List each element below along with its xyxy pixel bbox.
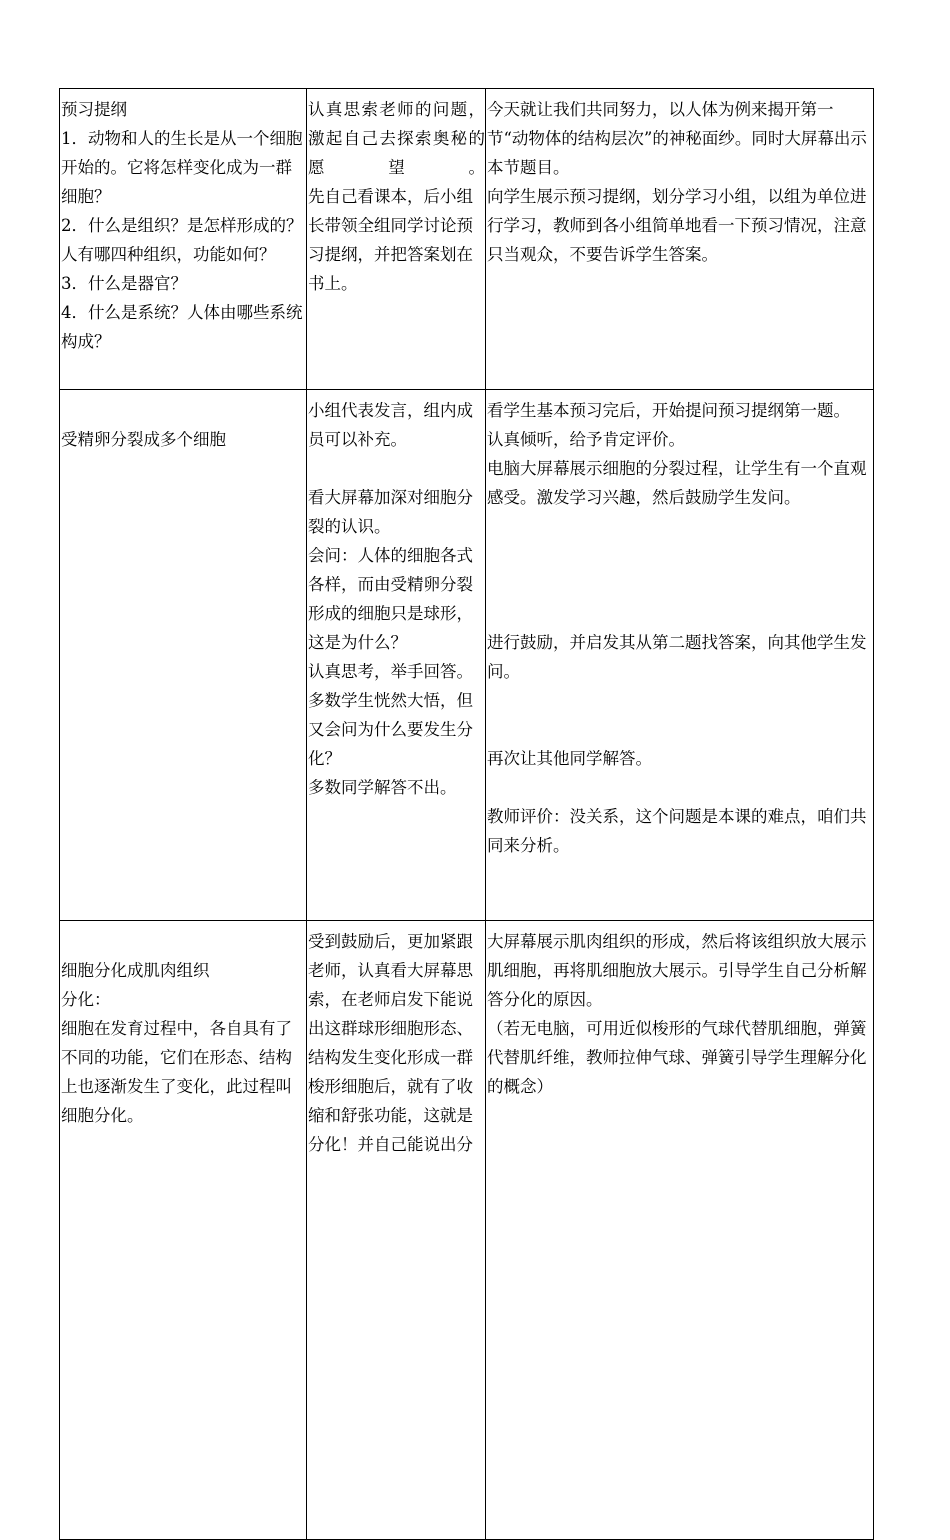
student-activity-text: 会问：人体的细胞各式各样，而由受精卵分裂形成的细胞只是球形，这是为什么？	[308, 546, 473, 652]
teacher-activity-text: 教师评价：没关系，这个问题是本课的难点，咱们共同来分析。	[487, 807, 867, 855]
content-cell	[60, 89, 307, 390]
teacher-activity-text: 进行鼓励，并启发其从第二题找答案，向其他学生发问。	[487, 633, 867, 681]
table-row	[60, 390, 874, 921]
outline-item: 1．动物和人的生长是从一个细胞开始的。它将怎样变化成为一群细胞？	[61, 129, 303, 206]
definition-label: 分化：	[61, 990, 111, 1009]
section-heading: 受精卵分裂成多个细胞	[61, 430, 226, 449]
teacher-activity-cell	[486, 921, 874, 1540]
student-activity-text: 认真思考，举手回答。	[308, 662, 473, 681]
teacher-activity-text: 电脑大屏幕展示细胞的分裂过程，让学生有一个直观感受。激发学习兴趣，然后鼓励学生发问。	[487, 459, 867, 507]
teacher-activity-text: 再次让其他同学解答。	[487, 749, 652, 768]
teacher-activity-text: 认真倾听，给予肯定评价。	[487, 430, 685, 449]
teacher-activity-text: 大屏幕展示肌肉组织的形成，然后将该组织放大展示肌细胞，再将肌细胞放大展示。引导学生自己分析解答分化的原因。	[487, 932, 867, 1009]
section-heading: 预习提纲	[61, 100, 127, 119]
teacher-activity-text: （若无电脑，可用近似梭形的气球代替肌细胞，弹簧代替肌纤维，教师拉伸气球、弹簧引导学生理解分化的概念）	[487, 1019, 867, 1096]
teacher-activity-text: 看学生基本预习完后，开始提问预习提纲第一题。	[487, 401, 850, 420]
student-activity-text: 认真思索老师的问题，激起自己去探索奥秘的愿望。	[308, 100, 485, 177]
student-activity-text: 多数学生恍然大悟，但又会问为什么要发生分化？	[308, 691, 473, 768]
content-cell	[60, 921, 307, 1540]
student-activity-cell	[307, 89, 486, 390]
lesson-plan-table	[59, 88, 874, 1540]
outline-item: 3．什么是器官？	[61, 274, 187, 293]
student-activity-text: 多数同学解答不出。	[308, 778, 457, 797]
teacher-activity-text: 向学生展示预习提纲，划分学习小组，以组为单位进行学习，教师到各小组简单地看一下预习情况，注意只当观众，不要告诉学生答案。	[487, 187, 867, 264]
teacher-activity-cell	[486, 89, 874, 390]
student-activity-text: 看大屏幕加深对细胞分裂的认识。	[308, 488, 473, 536]
section-heading: 细胞分化成肌肉组织	[61, 961, 210, 980]
table-row	[60, 921, 874, 1540]
student-activity-text: 受到鼓励后，更加紧跟老师，认真看大屏幕思索，在老师启发下能说出这群球形细胞形态、结构发生变化形成一群梭形细胞后，就有了收缩和舒张功能，这就是分化！并自己能说出分	[308, 932, 473, 1154]
teacher-activity-text: 今天就让我们共同努力，以人体为例来揭开第一节“动物体的结构层次”的神秘面纱。同时大屏幕出示本节题目。	[487, 100, 867, 177]
teacher-activity-cell	[486, 390, 874, 921]
student-activity-text: 小组代表发言，组内成员可以补充。	[308, 401, 473, 449]
definition-text: 细胞在发育过程中，各自具有了不同的功能，它们在形态、结构上也逐渐发生了变化，此过程叫细胞分化。	[61, 1019, 292, 1125]
outline-item: 2．什么是组织？是怎样形成的？人有哪四种组织，功能如何？	[61, 216, 303, 264]
outline-item: 4．什么是系统？人体由哪些系统构成？	[61, 303, 303, 351]
student-activity-cell	[307, 921, 486, 1540]
student-activity-cell	[307, 390, 486, 921]
student-activity-text: 先自己看课本，后小组长带领全组同学讨论预习提纲，并把答案划在书上。	[308, 187, 473, 293]
content-cell	[60, 390, 307, 921]
table-row	[60, 89, 874, 390]
